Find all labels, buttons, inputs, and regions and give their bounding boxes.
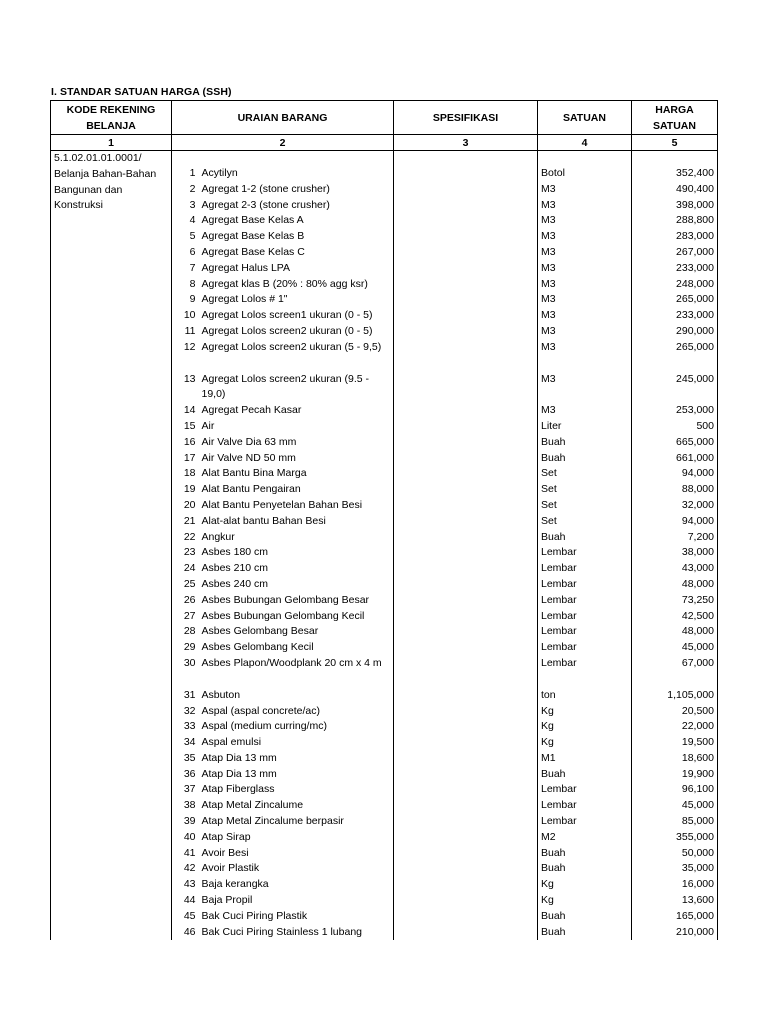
item-harga: 290,000 xyxy=(632,324,718,340)
item-number: 31 xyxy=(183,688,196,701)
item-uraian: Agregat Lolos # 1" xyxy=(201,293,288,306)
item-number: 10 xyxy=(183,309,196,322)
item-harga: 490,400 xyxy=(632,182,718,198)
header-harga-satuan: HARGA SATUAN xyxy=(632,101,718,135)
item-number: 40 xyxy=(183,830,196,843)
item-uraian: Asbes 180 cm xyxy=(201,546,269,559)
item-harga: 85,000 xyxy=(632,814,718,830)
item-uraian: Alat-alat bantu Bahan Besi xyxy=(201,514,326,527)
item-number: 14 xyxy=(183,404,196,417)
item-harga: 73,250 xyxy=(632,593,718,609)
item-satuan: Kg xyxy=(538,735,632,751)
item-spesifikasi xyxy=(394,514,538,530)
item-satuan: M3 xyxy=(538,403,632,419)
item-uraian: Baja kerangka xyxy=(201,878,269,891)
item-uraian: Atap Fiberglass xyxy=(201,783,275,796)
item-spesifikasi xyxy=(394,909,538,925)
item-number: 6 xyxy=(189,245,196,258)
item-uraian: Agregat klas B (20% : 80% agg ksr) xyxy=(201,277,368,290)
item-satuan: Buah xyxy=(538,925,632,941)
item-satuan: Buah xyxy=(538,767,632,783)
item-harga: 43,000 xyxy=(632,561,718,577)
item-harga: 19,500 xyxy=(632,735,718,751)
item-spesifikasi xyxy=(394,308,538,324)
spacer-row xyxy=(51,151,718,167)
item-number: 25 xyxy=(183,577,196,590)
item-uraian: Agregat 2-3 (stone crusher) xyxy=(201,198,330,211)
item-satuan: M3 xyxy=(538,229,632,245)
item-spesifikasi xyxy=(394,340,538,356)
item-satuan: Buah xyxy=(538,861,632,877)
item-uraian: Agregat Pecah Kasar xyxy=(201,404,302,417)
item-harga: 210,000 xyxy=(632,925,718,941)
item-uraian: Atap Metal Zincalume berpasir xyxy=(201,815,344,828)
item-number: 2 xyxy=(189,182,196,195)
item-harga: 18,600 xyxy=(632,751,718,767)
item-satuan: Lembar xyxy=(538,609,632,625)
item-spesifikasi xyxy=(394,577,538,593)
item-harga: 288,800 xyxy=(632,213,718,229)
item-spesifikasi xyxy=(394,877,538,893)
item-spesifikasi xyxy=(394,704,538,720)
item-spesifikasi xyxy=(394,624,538,640)
item-spesifikasi xyxy=(394,466,538,482)
item-spesifikasi xyxy=(394,767,538,783)
item-number: 1 xyxy=(189,167,196,179)
item-satuan: Lembar xyxy=(538,798,632,814)
item-uraian: Baja Propil xyxy=(201,894,253,907)
item-uraian: Air Valve Dia 63 mm xyxy=(201,435,297,448)
item-number: 42 xyxy=(183,862,196,875)
item-number: 41 xyxy=(183,846,196,859)
item-harga: 16,000 xyxy=(632,877,718,893)
item-harga: 661,000 xyxy=(632,451,718,467)
item-spesifikasi xyxy=(394,419,538,435)
item-harga: 94,000 xyxy=(632,466,718,482)
item-spesifikasi xyxy=(394,719,538,735)
item-spesifikasi xyxy=(394,166,538,182)
item-spesifikasi xyxy=(394,530,538,546)
item-satuan: M3 xyxy=(538,277,632,293)
item-uraian: Atap Metal Zincalume xyxy=(201,799,304,812)
item-satuan: Kg xyxy=(538,893,632,909)
item-spesifikasi xyxy=(394,182,538,198)
item-uraian: Agregat Lolos screen2 ukuran (0 - 5) xyxy=(201,324,373,337)
item-harga: 88,000 xyxy=(632,482,718,498)
item-satuan: Buah xyxy=(538,530,632,546)
item-spesifikasi xyxy=(394,198,538,214)
item-number: 43 xyxy=(183,878,196,891)
item-satuan: M3 xyxy=(538,340,632,356)
item-satuan: M3 xyxy=(538,324,632,340)
item-harga: 35,000 xyxy=(632,861,718,877)
item-uraian: Agregat Lolos screen2 ukuran (9.5 - 19,0) xyxy=(201,372,370,401)
item-uraian: Aspal emulsi xyxy=(201,736,262,749)
item-satuan: Buah xyxy=(538,909,632,925)
item-spesifikasi xyxy=(394,830,538,846)
item-number: 13 xyxy=(183,372,196,385)
item-spesifikasi xyxy=(394,229,538,245)
item-number: 3 xyxy=(189,198,196,211)
item-uraian: Agregat Base Kelas B xyxy=(201,230,305,243)
table-body xyxy=(51,151,718,941)
item-uraian: Agregat Halus LPA xyxy=(201,261,291,274)
item-number: 29 xyxy=(183,641,196,654)
kode-rekening-line: Belanja Bahan-Bahan xyxy=(54,167,157,180)
item-number: 30 xyxy=(183,656,196,669)
item-spesifikasi xyxy=(394,735,538,751)
item-uraian: Asbes Bubungan Gelombang Besar xyxy=(201,593,370,606)
item-number: 44 xyxy=(183,894,196,907)
item-spesifikasi xyxy=(394,798,538,814)
header-spesifikasi: SPESIFIKASI xyxy=(394,101,538,135)
item-harga: 50,000 xyxy=(632,846,718,862)
item-satuan: Buah xyxy=(538,451,632,467)
item-number: 9 xyxy=(189,293,196,306)
header-satuan: SATUAN xyxy=(538,101,632,135)
item-spesifikasi xyxy=(394,893,538,909)
item-spesifikasi xyxy=(394,545,538,561)
column-number: 3 xyxy=(394,135,538,151)
item-uraian: Asbes Plapon/Woodplank 20 cm x 4 m xyxy=(201,656,382,669)
item-satuan: Set xyxy=(538,498,632,514)
header-row xyxy=(51,101,718,135)
item-satuan: ton xyxy=(538,688,632,704)
item-number: 15 xyxy=(183,419,196,432)
item-satuan: Lembar xyxy=(538,593,632,609)
header-uraian-barang: URAIAN BARANG xyxy=(172,101,394,135)
item-satuan: Kg xyxy=(538,877,632,893)
item-satuan: Lembar xyxy=(538,545,632,561)
item-spesifikasi xyxy=(394,861,538,877)
item-satuan: Lembar xyxy=(538,782,632,798)
item-harga: 165,000 xyxy=(632,909,718,925)
column-number: 4 xyxy=(538,135,632,151)
column-number: 5 xyxy=(632,135,718,151)
sheet-title: I. STANDAR SATUAN HARGA (SSH) xyxy=(51,86,232,98)
item-number: 18 xyxy=(183,467,196,480)
item-satuan: Kg xyxy=(538,704,632,720)
item-spesifikasi xyxy=(394,482,538,498)
item-uraian: Agregat Base Kelas A xyxy=(201,214,304,227)
item-number: 36 xyxy=(183,767,196,780)
item-satuan: Lembar xyxy=(538,814,632,830)
header-kode-rekening: KODE REKENING BELANJA xyxy=(51,101,172,135)
item-spesifikasi xyxy=(394,245,538,261)
item-spesifikasi xyxy=(394,561,538,577)
kode-rekening-line: Konstruksi xyxy=(54,199,104,212)
item-spesifikasi xyxy=(394,609,538,625)
item-number: 46 xyxy=(183,925,196,938)
item-harga: 20,500 xyxy=(632,704,718,720)
item-satuan: Botol xyxy=(538,166,632,182)
column-number: 2 xyxy=(172,135,394,151)
item-harga: 32,000 xyxy=(632,498,718,514)
item-uraian: Bak Cuci Piring Plastik xyxy=(201,909,308,922)
item-number: 39 xyxy=(183,815,196,828)
kode-rekening-cell xyxy=(51,151,172,941)
item-uraian: Atap Dia 13 mm xyxy=(201,767,277,780)
item-satuan: Buah xyxy=(538,435,632,451)
item-number: 38 xyxy=(183,799,196,812)
item-number: 8 xyxy=(189,277,196,290)
item-harga: 245,000 xyxy=(632,372,718,404)
item-harga: 7,200 xyxy=(632,530,718,546)
item-spesifikasi xyxy=(394,846,538,862)
column-number-row xyxy=(51,135,718,151)
item-harga: 283,000 xyxy=(632,229,718,245)
item-harga: 38,000 xyxy=(632,545,718,561)
item-satuan: M3 xyxy=(538,261,632,277)
item-satuan: Set xyxy=(538,514,632,530)
item-spesifikasi xyxy=(394,451,538,467)
item-satuan: Kg xyxy=(538,719,632,735)
item-uraian: Air xyxy=(201,419,215,432)
item-spesifikasi xyxy=(394,814,538,830)
item-spesifikasi xyxy=(394,372,538,404)
item-satuan: Lembar xyxy=(538,656,632,672)
item-number: 26 xyxy=(183,593,196,606)
item-number: 17 xyxy=(183,451,196,464)
item-number: 21 xyxy=(183,514,196,527)
item-harga: 265,000 xyxy=(632,340,718,356)
item-uraian: Asbes Gelombang Kecil xyxy=(201,641,314,654)
item-harga: 398,000 xyxy=(632,198,718,214)
item-number: 37 xyxy=(183,783,196,796)
item-number: 16 xyxy=(183,435,196,448)
item-number: 19 xyxy=(183,483,196,496)
item-number: 4 xyxy=(189,214,196,227)
item-number: 20 xyxy=(183,498,196,511)
item-number: 32 xyxy=(183,704,196,717)
item-uraian: Asbes Gelombang Besar xyxy=(201,625,319,638)
item-satuan: M3 xyxy=(538,182,632,198)
item-harga: 13,600 xyxy=(632,893,718,909)
item-number: 33 xyxy=(183,720,196,733)
item-harga: 42,500 xyxy=(632,609,718,625)
item-spesifikasi xyxy=(394,593,538,609)
item-spesifikasi xyxy=(394,688,538,704)
item-satuan: Set xyxy=(538,482,632,498)
item-harga: 267,000 xyxy=(632,245,718,261)
item-harga: 265,000 xyxy=(632,292,718,308)
item-spesifikasi xyxy=(394,277,538,293)
item-spesifikasi xyxy=(394,925,538,941)
item-uraian: Asbes 240 cm xyxy=(201,577,269,590)
item-uraian: Asbes 210 cm xyxy=(201,562,269,575)
item-harga: 355,000 xyxy=(632,830,718,846)
item-uraian: Avoir Besi xyxy=(201,846,249,859)
item-uraian: Atap Sirap xyxy=(201,830,251,843)
item-uraian: Aspal (aspal concrete/ac) xyxy=(201,704,320,717)
item-uraian: Air Valve ND 50 mm xyxy=(201,451,296,464)
item-uraian: Acytilyn xyxy=(201,167,238,179)
item-harga: 1,105,000 xyxy=(632,688,718,704)
item-spesifikasi xyxy=(394,656,538,672)
item-satuan: M3 xyxy=(538,292,632,308)
item-number: 27 xyxy=(183,609,196,622)
item-number: 12 xyxy=(183,340,196,353)
item-spesifikasi xyxy=(394,498,538,514)
item-harga: 500 xyxy=(632,419,718,435)
item-harga: 48,000 xyxy=(632,577,718,593)
item-number: 28 xyxy=(183,625,196,638)
item-spesifikasi xyxy=(394,261,538,277)
item-harga: 19,900 xyxy=(632,767,718,783)
kode-rekening-line: Bangunan dan xyxy=(54,183,123,196)
item-uraian: Agregat Lolos screen2 ukuran (5 - 9,5) xyxy=(201,340,382,353)
item-spesifikasi xyxy=(394,324,538,340)
item-number: 7 xyxy=(189,261,196,274)
item-uraian: Agregat 1-2 (stone crusher) xyxy=(201,182,330,195)
item-harga: 48,000 xyxy=(632,624,718,640)
item-harga: 45,000 xyxy=(632,798,718,814)
item-uraian: Angkur xyxy=(201,530,235,543)
item-satuan: M2 xyxy=(538,830,632,846)
item-uraian: Alat Bantu Pengairan xyxy=(201,483,301,496)
item-harga: 45,000 xyxy=(632,640,718,656)
item-uraian: Alat Bantu Penyetelan Bahan Besi xyxy=(201,498,363,511)
item-harga: 94,000 xyxy=(632,514,718,530)
item-number: 45 xyxy=(183,909,196,922)
item-number: 34 xyxy=(183,736,196,749)
item-harga: 96,100 xyxy=(632,782,718,798)
item-harga: 253,000 xyxy=(632,403,718,419)
price-table xyxy=(50,100,718,940)
item-satuan: Lembar xyxy=(538,561,632,577)
item-satuan: Buah xyxy=(538,846,632,862)
item-uraian: Asbes Bubungan Gelombang Kecil xyxy=(201,609,365,622)
item-harga: 233,000 xyxy=(632,308,718,324)
item-spesifikasi xyxy=(394,640,538,656)
item-spesifikasi xyxy=(394,751,538,767)
item-uraian: Avoir Plastik xyxy=(201,862,260,875)
item-uraian: Alat Bantu Bina Marga xyxy=(201,467,307,480)
item-spesifikasi xyxy=(394,435,538,451)
item-satuan: M3 xyxy=(538,213,632,229)
item-satuan: Set xyxy=(538,466,632,482)
item-harga: 67,000 xyxy=(632,656,718,672)
item-satuan: M3 xyxy=(538,198,632,214)
item-satuan: M3 xyxy=(538,372,632,404)
item-satuan: Lembar xyxy=(538,577,632,593)
item-harga: 22,000 xyxy=(632,719,718,735)
item-spesifikasi xyxy=(394,213,538,229)
item-satuan: Liter xyxy=(538,419,632,435)
item-satuan: M3 xyxy=(538,308,632,324)
item-uraian: Asbuton xyxy=(201,688,241,701)
item-harga: 248,000 xyxy=(632,277,718,293)
item-satuan: Lembar xyxy=(538,624,632,640)
item-harga: 233,000 xyxy=(632,261,718,277)
item-uraian: Bak Cuci Piring Stainless 1 lubang xyxy=(201,925,363,938)
item-satuan: Lembar xyxy=(538,640,632,656)
item-number: 35 xyxy=(183,751,196,764)
item-spesifikasi xyxy=(394,292,538,308)
item-number: 5 xyxy=(189,230,196,243)
item-spesifikasi xyxy=(394,782,538,798)
column-number: 1 xyxy=(51,135,172,151)
item-harga: 665,000 xyxy=(632,435,718,451)
item-satuan: M3 xyxy=(538,245,632,261)
item-uraian: Aspal (medium curring/mc) xyxy=(201,720,327,733)
item-satuan: M1 xyxy=(538,751,632,767)
item-harga: 352,400 xyxy=(632,166,718,182)
item-number: 23 xyxy=(183,546,196,559)
item-uraian: Agregat Lolos screen1 ukuran (0 - 5) xyxy=(201,309,373,322)
item-uraian: Agregat Base Kelas C xyxy=(201,245,305,258)
item-uraian: Atap Dia 13 mm xyxy=(201,751,277,764)
item-number: 24 xyxy=(183,562,196,575)
item-spesifikasi xyxy=(394,403,538,419)
item-number: 11 xyxy=(184,324,196,337)
kode-rekening-line: 5.1.02.01.01.0001/ xyxy=(54,152,142,164)
item-number: 22 xyxy=(183,530,196,543)
